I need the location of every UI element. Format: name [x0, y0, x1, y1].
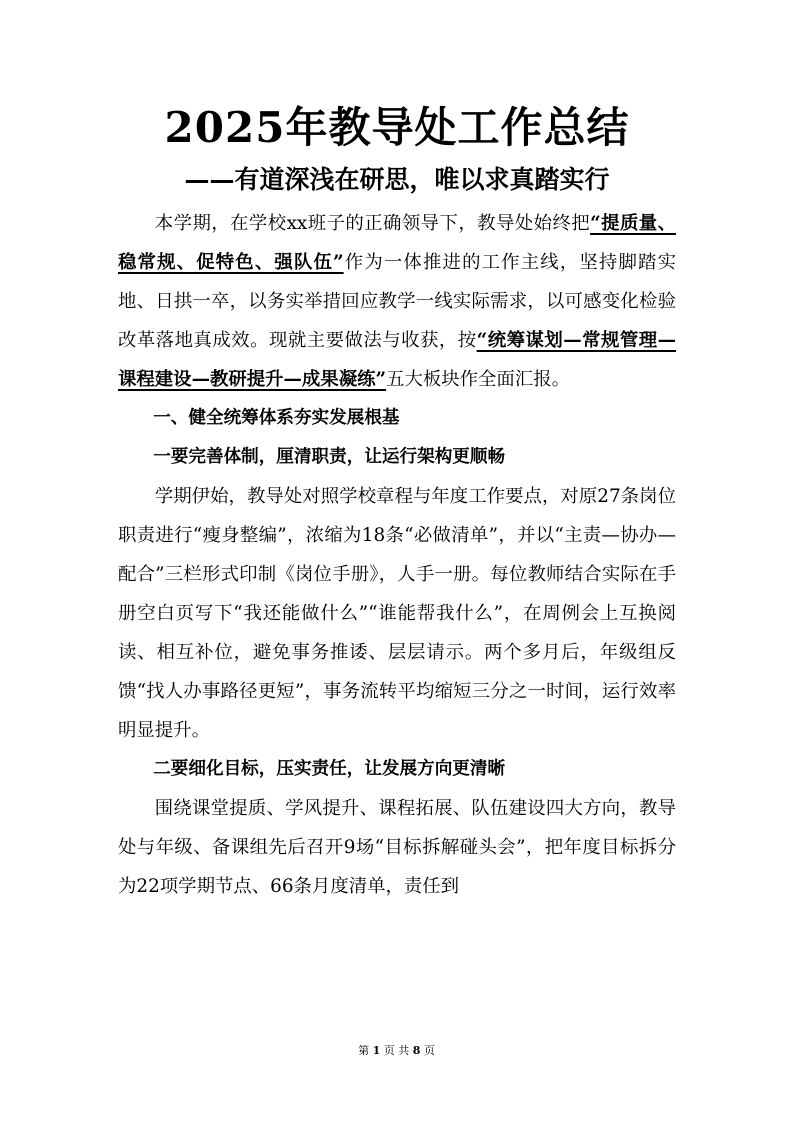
- page-footer: [0, 1042, 793, 1058]
- subheading-1: 一要完善体制，厘清职责，让运行架构更顺畅: [153, 447, 506, 467]
- intro-emphasis-2: “统筹谋划—常规管理—课程建设—教研提升—成果凝练”: [118, 330, 676, 390]
- intro-emphasis-1: “提质量、稳常规、促特色、强队伍”: [118, 213, 676, 273]
- paragraph-2: 学期伊始，教导处对照学校章程与年度工作要点，对原27条岗位职责进行“瘦身整编”，浓缩为18条“必做清单”，并以“主责—协办—配合”三栏形式印制《岗位手册》，人手一册。每位教师结合实际在手册空白页写下“我还能做什么”“谁能帮我什么”，在周例会上互换阅读、相互补位，避免事务推诿、层层请示。两个多月后，年级组反馈“找人办事路径更短”，事务流转平均缩短三分之一时间，运行效率明显提升。: [118, 486, 676, 741]
- footer-mid: 页 共: [383, 1044, 410, 1057]
- footer-total-pages: 8: [412, 1044, 421, 1057]
- subheading-2: 二要细化目标，压实责任，让发展方向更清晰: [153, 759, 506, 779]
- footer-prefix: 第: [358, 1044, 370, 1057]
- document-body: [118, 204, 676, 906]
- paragraph-3: 围绕课堂提质、学风提升、课程拓展、队伍建设四大方向，教导处与年级、备课组先后召开9场“目标拆解碰头会”，把年度目标拆分为22项学期节点、66条月度清单，责任到: [118, 798, 676, 897]
- intro-text-1: 本学期，在学校xx班子的正确领导下，教导处始终把: [154, 213, 591, 234]
- document-content: [118, 98, 676, 906]
- document-subtitle: ——有道深浅在研思，唯以求真踏实行: [184, 165, 610, 194]
- intro-text-2: 作为一体推进的工作主线，坚持脚踏实地、日拱一卒，以务实举措回应教学一线实际需求，以可感变化检验改革落地真成效。现就主要做法与收获，按: [118, 252, 676, 351]
- intro-paragraph: [118, 204, 676, 399]
- intro-text-3: 五大板块作全面汇报。: [386, 369, 570, 390]
- section-heading-1: 一、健全统筹体系夯实发展根基: [153, 408, 400, 428]
- document-title: 2025年教导处工作总结: [164, 103, 630, 152]
- footer-page-number: 1: [372, 1044, 381, 1057]
- footer-suffix: 页: [423, 1044, 435, 1057]
